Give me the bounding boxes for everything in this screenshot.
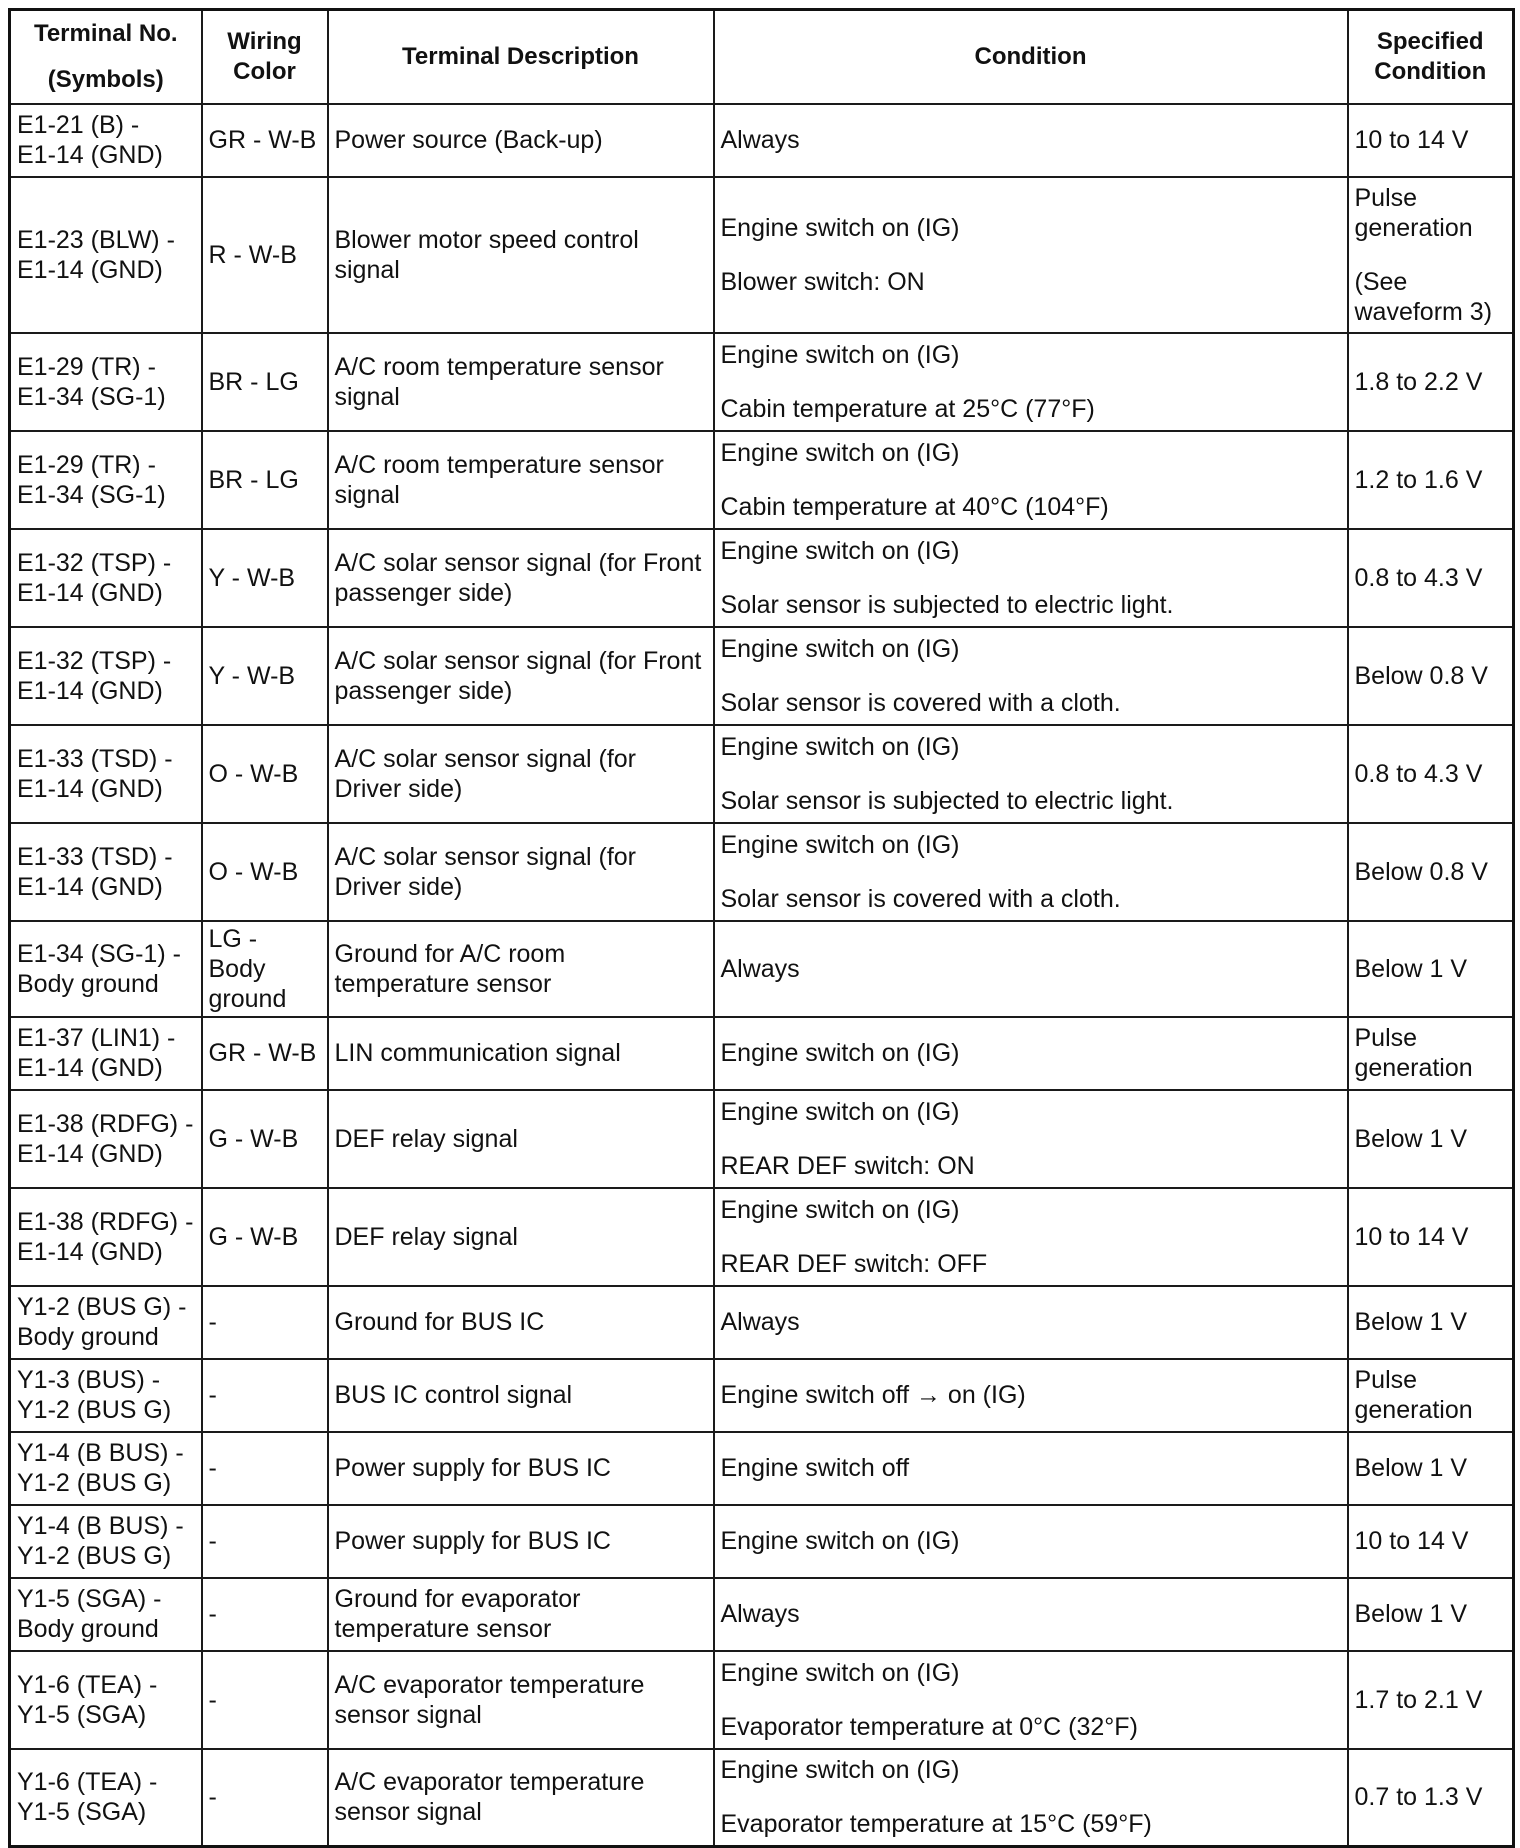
- table-row: [10, 627, 1514, 725]
- terminal-line: E1-34 (SG-1): [17, 480, 166, 509]
- table-row: [10, 1651, 1514, 1749]
- wiring-color-cell: GR - W-B: [202, 104, 328, 177]
- table-row: [10, 1432, 1514, 1505]
- condition-line: Engine switch on (IG): [720, 1097, 960, 1126]
- condition-cell: [714, 627, 1348, 725]
- wiring-color-cell: -: [202, 1578, 328, 1651]
- wiring-color-cell: Y - W-B: [202, 627, 328, 725]
- condition-cell: [714, 177, 1348, 333]
- header-wiring-color: Wiring Color: [202, 10, 328, 104]
- condition-line: Always: [720, 126, 800, 154]
- condition-cell: [714, 823, 1348, 921]
- terminal-line: E1-33 (TSD) -: [17, 744, 173, 773]
- specified-condition-line: 1.7 to 2.1 V: [1354, 1685, 1483, 1714]
- terminal-description-cell: A/C solar sensor signal (for Front passenger side): [328, 529, 714, 627]
- condition-cell: [714, 1090, 1348, 1188]
- table-row: [10, 1749, 1514, 1847]
- specified-condition-cell: [1348, 333, 1514, 431]
- wiring-color-cell: Y - W-B: [202, 529, 328, 627]
- terminal-description-cell: A/C solar sensor signal (for Front passenger side): [328, 627, 714, 725]
- header-terminal-description: Terminal Description: [328, 10, 714, 104]
- specified-condition-line: 10 to 14 V: [1354, 126, 1469, 154]
- table-row: [10, 104, 1514, 177]
- condition-line: Engine switch on (IG): [720, 830, 960, 859]
- condition-line: Evaporator temperature at 15°C (59°F): [720, 1810, 1152, 1839]
- condition-line: Solar sensor is covered with a cloth.: [720, 688, 1121, 717]
- condition-cell: [714, 1578, 1348, 1651]
- condition-cell: [714, 431, 1348, 529]
- terminal-cell: [10, 823, 202, 921]
- terminal-line: Y1-6 (TEA) -: [17, 1768, 158, 1797]
- table-row: [10, 333, 1514, 431]
- condition-line: Blower switch: ON: [720, 267, 925, 296]
- terminal-line: E1-14 (GND): [17, 872, 163, 901]
- terminal-description-cell: BUS IC control signal: [328, 1359, 714, 1432]
- terminal-line: Body ground: [17, 1323, 159, 1351]
- terminal-table: [8, 8, 1515, 1848]
- specified-condition-line: 1.8 to 2.2 V: [1354, 367, 1483, 396]
- terminal-description-cell: Power supply for BUS IC: [328, 1432, 714, 1505]
- specified-condition-cell: [1348, 1286, 1514, 1359]
- table-row: [10, 1090, 1514, 1188]
- terminal-description-cell: Power supply for BUS IC: [328, 1505, 714, 1578]
- condition-line: Cabin temperature at 40°C (104°F): [720, 492, 1109, 521]
- specified-condition-cell: [1348, 1432, 1514, 1505]
- terminal-description-cell: Blower motor speed control signal: [328, 177, 714, 333]
- condition-line: Cabin temperature at 25°C (77°F): [720, 394, 1095, 423]
- terminal-line: E1-21 (B) -: [17, 111, 140, 139]
- specified-condition-line: 0.8 to 4.3 V: [1354, 563, 1483, 592]
- terminal-cell: [10, 1286, 202, 1359]
- specified-condition-cell: [1348, 1017, 1514, 1090]
- terminal-cell: [10, 1090, 202, 1188]
- table-row: [10, 823, 1514, 921]
- terminal-line: Y1-2 (BUS G): [17, 1542, 172, 1570]
- wiring-color-cell: -: [202, 1359, 328, 1432]
- condition-cell: [714, 725, 1348, 823]
- terminal-line: Y1-4 (B BUS) -: [17, 1439, 184, 1467]
- terminal-cell: [10, 104, 202, 177]
- table-row: [10, 1359, 1514, 1432]
- condition-line: Engine switch on (IG): [720, 1039, 960, 1067]
- specified-condition-line: Below 1 V: [1354, 1454, 1468, 1482]
- header-terminal-line2: (Symbols): [47, 65, 164, 93]
- table-row: [10, 1188, 1514, 1286]
- wiring-color-cell: G - W-B: [202, 1188, 328, 1286]
- condition-line: REAR DEF switch: OFF: [720, 1249, 988, 1278]
- terminal-line: E1-14 (GND): [17, 141, 163, 169]
- specified-condition-cell: [1348, 1578, 1514, 1651]
- condition-line: Engine switch on (IG): [720, 438, 960, 467]
- terminal-line: Y1-5 (SGA): [17, 1700, 147, 1729]
- specified-condition-line: Below 1 V: [1354, 1308, 1468, 1336]
- specified-condition-cell: [1348, 1188, 1514, 1286]
- condition-cell: [714, 1286, 1348, 1359]
- specified-condition-cell: [1348, 1359, 1514, 1432]
- condition-line: Solar sensor is subjected to electric light.: [720, 786, 1174, 815]
- terminal-cell: [10, 725, 202, 823]
- terminal-cell: [10, 1505, 202, 1578]
- condition-line: Engine switch off → on (IG): [720, 1381, 1026, 1409]
- terminal-line: Body ground: [17, 969, 159, 998]
- terminal-description-cell: A/C room temperature sensor signal: [328, 431, 714, 529]
- terminal-line: Y1-5 (SGA) -: [17, 1585, 162, 1613]
- specified-condition-cell: [1348, 431, 1514, 529]
- specified-condition-line: Pulse generation: [1354, 183, 1473, 242]
- terminal-description-cell: Ground for evaporator temperature sensor: [328, 1578, 714, 1651]
- specified-condition-cell: [1348, 725, 1514, 823]
- terminal-line: Y1-2 (BUS G): [17, 1469, 172, 1497]
- specified-condition-cell: [1348, 1090, 1514, 1188]
- wiring-color-cell: -: [202, 1432, 328, 1505]
- specified-condition-line: Below 1 V: [1354, 1600, 1468, 1628]
- condition-cell: [714, 529, 1348, 627]
- condition-line: Solar sensor is covered with a cloth.: [720, 884, 1121, 913]
- header-specified-condition: Specified Condition: [1348, 10, 1514, 104]
- table-row: [10, 529, 1514, 627]
- condition-cell: [714, 1432, 1348, 1505]
- wiring-color-cell: O - W-B: [202, 823, 328, 921]
- terminal-cell: [10, 1578, 202, 1651]
- terminal-cell: [10, 431, 202, 529]
- condition-line: Engine switch on (IG): [720, 213, 960, 242]
- terminal-line: E1-14 (GND): [17, 255, 163, 284]
- table-row: [10, 177, 1514, 333]
- terminal-description-cell: Ground for A/C room temperature sensor: [328, 921, 714, 1017]
- condition-line: Engine switch on (IG): [720, 1658, 960, 1687]
- condition-cell: [714, 1017, 1348, 1090]
- specified-condition-line: Below 1 V: [1354, 1124, 1468, 1153]
- condition-cell: [714, 333, 1348, 431]
- terminal-line: E1-32 (TSP) -: [17, 548, 172, 577]
- header-terminal-line1: Terminal No.: [33, 19, 178, 47]
- specified-condition-cell: [1348, 823, 1514, 921]
- terminal-description-cell: A/C evaporator temperature sensor signal: [328, 1749, 714, 1847]
- specified-condition-line: Below 1 V: [1354, 954, 1468, 983]
- specified-condition-cell: [1348, 1505, 1514, 1578]
- wiring-color-cell: R - W-B: [202, 177, 328, 333]
- terminal-line: E1-38 (RDFG) -: [17, 1109, 194, 1138]
- specified-condition-cell: [1348, 177, 1514, 333]
- terminal-cell: [10, 529, 202, 627]
- header-row: [10, 10, 1514, 104]
- terminal-cell: [10, 1749, 202, 1847]
- terminal-line: E1-14 (GND): [17, 1139, 163, 1168]
- specified-condition-cell: [1348, 1749, 1514, 1847]
- terminal-line: Y1-2 (BUS G) -: [17, 1293, 187, 1321]
- condition-cell: [714, 1505, 1348, 1578]
- specified-condition-cell: [1348, 1651, 1514, 1749]
- terminal-line: E1-14 (GND): [17, 578, 163, 607]
- header-condition: Condition: [714, 10, 1348, 104]
- table-row: [10, 725, 1514, 823]
- condition-line: Engine switch on (IG): [720, 1756, 960, 1785]
- specified-condition-line: 10 to 14 V: [1354, 1222, 1469, 1251]
- terminal-cell: [10, 333, 202, 431]
- terminal-line: E1-34 (SG-1): [17, 382, 166, 411]
- terminal-table-sheet: [8, 8, 1512, 1839]
- terminal-cell: [10, 627, 202, 725]
- terminal-cell: [10, 1359, 202, 1432]
- condition-line: Always: [720, 1308, 800, 1336]
- terminal-line: E1-29 (TR) -: [17, 352, 156, 381]
- terminal-line: Y1-5 (SGA): [17, 1798, 147, 1827]
- condition-cell: [714, 104, 1348, 177]
- terminal-cell: [10, 921, 202, 1017]
- table-row: [10, 1505, 1514, 1578]
- terminal-description-cell: A/C solar sensor signal (for Driver side): [328, 725, 714, 823]
- terminal-line: E1-34 (SG-1) -: [17, 939, 181, 968]
- condition-line: Evaporator temperature at 0°C (32°F): [720, 1712, 1138, 1741]
- specified-condition-cell: [1348, 921, 1514, 1017]
- specified-condition-line: Pulse generation: [1354, 1366, 1473, 1424]
- terminal-description-cell: Ground for BUS IC: [328, 1286, 714, 1359]
- table-row: [10, 1017, 1514, 1090]
- table-row: [10, 1578, 1514, 1651]
- terminal-line: Y1-6 (TEA) -: [17, 1670, 158, 1699]
- wiring-color-cell: -: [202, 1505, 328, 1578]
- table-body: [10, 104, 1514, 1847]
- terminal-line: Y1-4 (B BUS) -: [17, 1512, 184, 1540]
- condition-line: Engine switch on (IG): [720, 340, 960, 369]
- terminal-line: E1-14 (GND): [17, 1237, 163, 1266]
- terminal-description-cell: DEF relay signal: [328, 1090, 714, 1188]
- specified-condition-line: 0.7 to 1.3 V: [1354, 1783, 1483, 1812]
- terminal-line: E1-14 (GND): [17, 1054, 163, 1082]
- condition-cell: [714, 1188, 1348, 1286]
- terminal-description-cell: A/C room temperature sensor signal: [328, 333, 714, 431]
- terminal-description-cell: A/C solar sensor signal (for Driver side): [328, 823, 714, 921]
- specified-condition-line: 10 to 14 V: [1354, 1527, 1469, 1555]
- condition-line: Engine switch on (IG): [720, 1527, 960, 1555]
- terminal-line: E1-29 (TR) -: [17, 450, 156, 479]
- condition-line: Engine switch on (IG): [720, 732, 960, 761]
- specified-condition-cell: [1348, 529, 1514, 627]
- wiring-color-cell: -: [202, 1651, 328, 1749]
- specified-condition-line: (See waveform 3): [1354, 267, 1493, 326]
- condition-cell: [714, 1749, 1348, 1847]
- terminal-line: Y1-2 (BUS G): [17, 1396, 172, 1424]
- table-row: [10, 1286, 1514, 1359]
- wiring-color-cell: GR - W-B: [202, 1017, 328, 1090]
- condition-line: Engine switch on (IG): [720, 536, 960, 565]
- condition-cell: [714, 921, 1348, 1017]
- terminal-line: E1-37 (LIN1) -: [17, 1024, 176, 1052]
- specified-condition-cell: [1348, 627, 1514, 725]
- wiring-color-cell: LG - Body ground: [202, 921, 328, 1017]
- terminal-line: Body ground: [17, 1615, 159, 1643]
- terminal-cell: [10, 177, 202, 333]
- terminal-description-cell: LIN communication signal: [328, 1017, 714, 1090]
- wiring-color-cell: O - W-B: [202, 725, 328, 823]
- terminal-line: E1-33 (TSD) -: [17, 842, 173, 871]
- wiring-color-cell: -: [202, 1286, 328, 1359]
- wiring-color-cell: BR - LG: [202, 333, 328, 431]
- terminal-cell: [10, 1188, 202, 1286]
- condition-line: REAR DEF switch: ON: [720, 1151, 975, 1180]
- header-terminal: [10, 10, 202, 104]
- terminal-line: E1-32 (TSP) -: [17, 646, 172, 675]
- specified-condition-cell: [1348, 104, 1514, 177]
- condition-cell: [714, 1359, 1348, 1432]
- specified-condition-line: Below 0.8 V: [1354, 661, 1488, 690]
- wiring-color-cell: G - W-B: [202, 1090, 328, 1188]
- condition-line: Always: [720, 1600, 800, 1628]
- terminal-description-cell: Power source (Back-up): [328, 104, 714, 177]
- condition-cell: [714, 1651, 1348, 1749]
- terminal-cell: [10, 1651, 202, 1749]
- terminal-description-cell: A/C evaporator temperature sensor signal: [328, 1651, 714, 1749]
- table-row: [10, 921, 1514, 1017]
- condition-line: Always: [720, 954, 800, 983]
- wiring-color-cell: BR - LG: [202, 431, 328, 529]
- wiring-color-cell: -: [202, 1749, 328, 1847]
- terminal-description-cell: DEF relay signal: [328, 1188, 714, 1286]
- terminal-line: Y1-3 (BUS) -: [17, 1366, 161, 1394]
- specified-condition-line: 1.2 to 1.6 V: [1354, 465, 1483, 494]
- specified-condition-line: Pulse generation: [1354, 1024, 1473, 1082]
- terminal-line: E1-38 (RDFG) -: [17, 1207, 194, 1236]
- specified-condition-line: Below 0.8 V: [1354, 857, 1488, 886]
- condition-line: Solar sensor is subjected to electric light.: [720, 590, 1174, 619]
- condition-line: Engine switch off: [720, 1454, 910, 1482]
- terminal-cell: [10, 1432, 202, 1505]
- terminal-cell: [10, 1017, 202, 1090]
- condition-line: Engine switch on (IG): [720, 1195, 960, 1224]
- condition-line: Engine switch on (IG): [720, 634, 960, 663]
- terminal-line: E1-14 (GND): [17, 774, 163, 803]
- terminal-line: E1-23 (BLW) -: [17, 225, 175, 254]
- terminal-line: E1-14 (GND): [17, 676, 163, 705]
- specified-condition-line: 0.8 to 4.3 V: [1354, 759, 1483, 788]
- table-row: [10, 431, 1514, 529]
